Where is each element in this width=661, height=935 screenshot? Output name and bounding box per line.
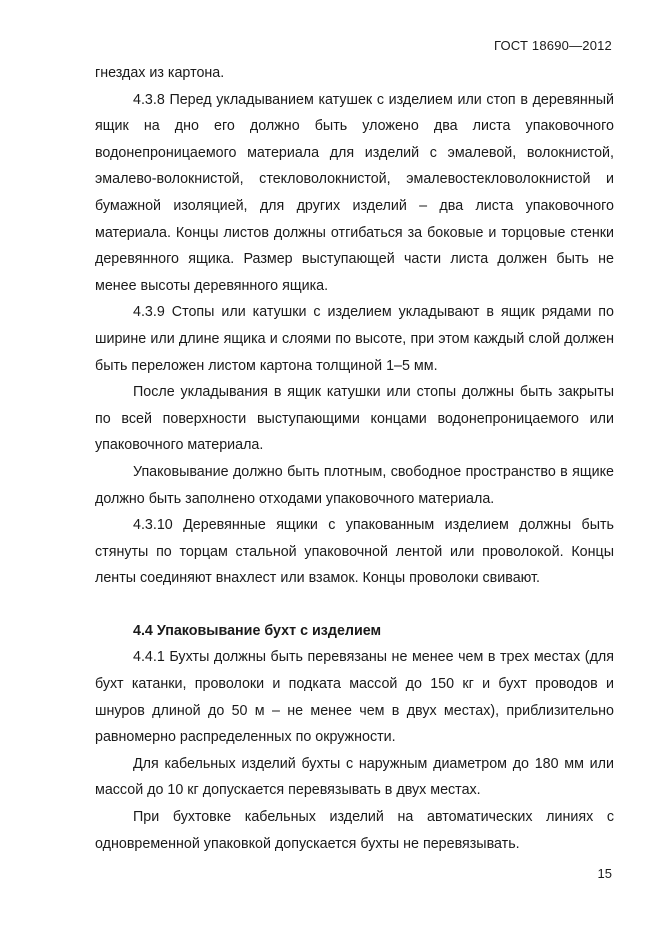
standard-number-header: ГОСТ 18690—2012 (493, 38, 612, 53)
paragraph-4-3-10: 4.3.10 Деревянные ящики с упакованным изделием должны быть стянуты по торцам стальной упаковочной лентой или проволокой. Концы ленты соединяют внахлест или взамок. Концы проволоки свивают. (95, 517, 614, 587)
paragraph-cable-coils: Для кабельных изделий бухты с наружным диаметром до 180 мм или массой до 10 кг допускается перевязывать в двух местах. (95, 755, 614, 799)
paragraph-4-3-9: 4.3.9 Стопы или катушки с изделием укладывают в ящик рядами по ширине или длине ящика и слоями по высоте, при этом каждый слой должен быть переложен листом картона толщиной 1–5 мм. (95, 304, 614, 374)
paragraph-continuation: гнездах из картона. (95, 65, 225, 81)
paragraph-4-3-8: 4.3.8 Перед укладыванием катушек с изделием или стоп в деревянный ящик на дно его должно быть уложено два листа упаковочного водонепроницаемого материала для изделий с эмалевой, волокнистой, эмалево-волокнистой, стекловолокнистой, эмалевостекловолокнистой и бумажной изоляцией, для других изделий – два листа упаковочного материала. Концы листов должны отгибаться за боковые и торцовые стенки деревянного ящика. Размер выступающей части листа должен быть не менее высоты деревянного ящика. (95, 91, 614, 294)
paragraph-4-4-1: 4.4.1 Бухты должны быть перевязаны не менее чем в трех местах (для бухт катанки, проволоки и подката массой до 150 кг и бухт проводов и шнуров длиной до 50 м – не менее чем в двух местах), приблизительно равномерно распределенных по окружности. (95, 649, 614, 746)
paragraph-after-stacking: После укладывания в ящик катушки или стопы должны быть закрыты по всей поверхности выступающими концами водонепроницаемого или упаковочного материала. (95, 384, 614, 454)
section-heading-4-4: 4.4 Упаковывание бухт с изделием (133, 622, 382, 639)
paragraph-packing-density: Упаковывание должно быть плотным, свободное пространство в ящике должно быть заполнено отходами упаковочного материала. (95, 463, 614, 507)
page-number: 15 (597, 866, 612, 881)
paragraph-automatic-lines: При бухтовке кабельных изделий на автоматических линиях с одновременной упаковкой допускается бухты не перевязывать. (95, 809, 614, 852)
page-body (95, 60, 614, 857)
